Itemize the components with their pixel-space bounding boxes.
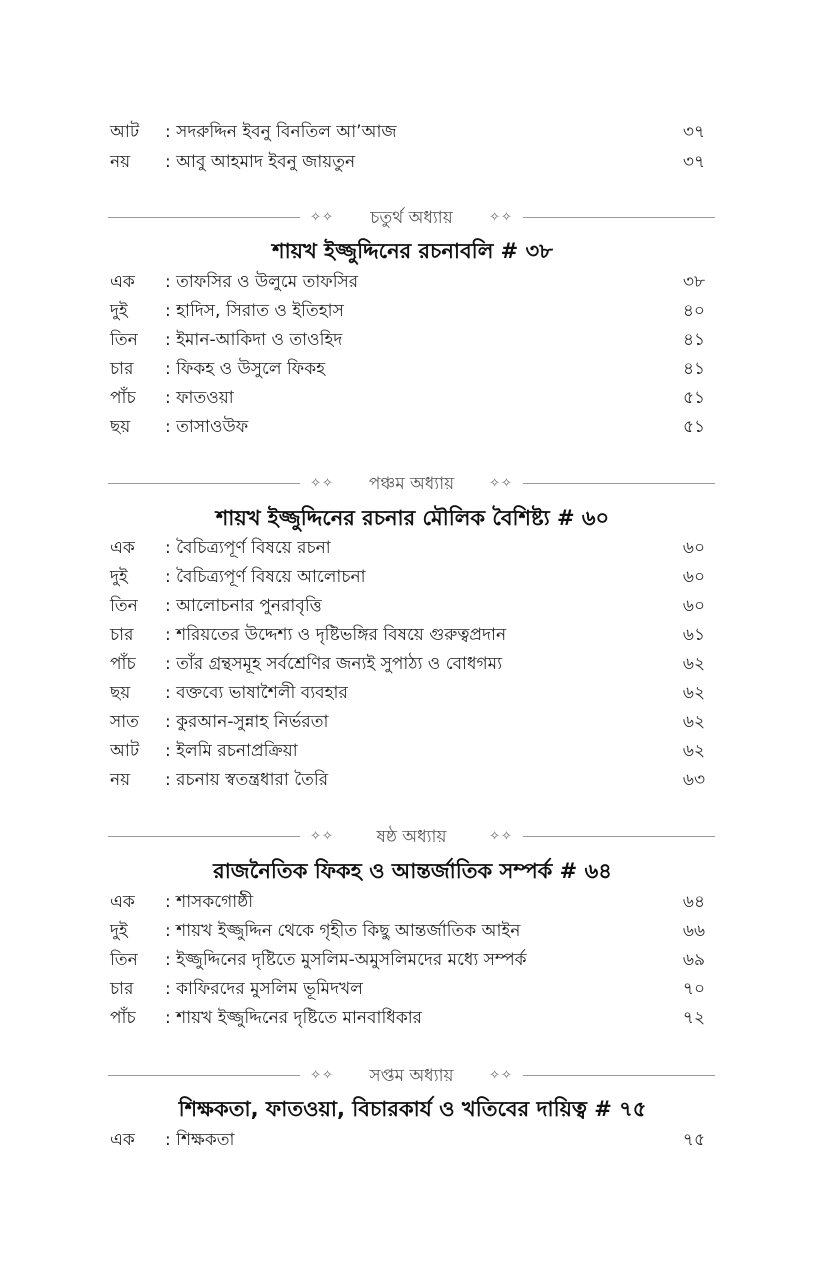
diamond-ornament-icon: ✧✧: [310, 210, 334, 225]
toc-entry: [110, 297, 705, 325]
toc-entry: [110, 708, 705, 736]
entry-title: : আবু আহমাদ ইবনু জায়তুন: [165, 152, 356, 172]
entry-page: ৬৩: [682, 770, 705, 790]
entry-number: আট: [110, 741, 140, 761]
entry-title: : হাদিস, সিরাত ও ইতিহাস: [165, 301, 344, 321]
entry-title: : ফাতওয়া: [165, 388, 234, 408]
entry-page: ৬২: [682, 654, 705, 674]
chapter-divider: [108, 1064, 715, 1088]
diamond-ornament-icon: ✧✧: [310, 476, 334, 491]
entry-page: ৪০: [682, 301, 705, 321]
entry-page: ৬০: [682, 538, 705, 558]
divider-rule: [108, 1075, 300, 1076]
entry-number: পাঁচ: [110, 1008, 136, 1028]
diamond-ornament-icon: ✧✧: [310, 1068, 334, 1083]
chapter-heading: শায়খ ইজ্জুদ্দিনের রচনার মৌলিক বৈশিষ্ট্য # ৬০: [215, 506, 610, 530]
entry-page: ৩৭: [682, 152, 705, 172]
entry-page: ৭৫: [682, 1130, 705, 1150]
entry-number: এক: [110, 272, 135, 292]
chapter-divider: [108, 206, 715, 230]
entry-title: : তাঁর গ্রন্থসমূহ সর্বশ্রেণির জন্যই সুপাঠ্য ও বোধগম্য: [165, 654, 503, 674]
entry-number: চার: [110, 979, 134, 999]
chapter-label: ষষ্ঠ অধ্যায়: [376, 827, 447, 847]
entry-number: নয়: [110, 770, 131, 790]
toc-entry: [110, 413, 705, 441]
chapter-heading: শায়খ ইজ্জুদ্দিনের রচনাবলি # ৩৮: [272, 239, 553, 263]
entry-number: ছয়: [110, 683, 131, 703]
entry-number: দুই: [110, 921, 128, 941]
entry-page: ৩৮: [682, 272, 705, 292]
chapter-divider: [108, 472, 715, 496]
entry-number: নয়: [110, 152, 131, 172]
entry-title: : রচনায় স্বতন্ত্রধারা তৈরি: [165, 770, 329, 790]
entry-page: ৩৭: [682, 122, 705, 142]
entry-number: এক: [110, 538, 135, 558]
entry-number: এক: [110, 1130, 135, 1150]
diamond-ornament-icon: ✧✧: [489, 476, 513, 491]
entry-title: : শায়খ ইজ্জুদ্দিন থেকে গৃহীত কিছু আন্তর্জাতিক আইন: [165, 921, 521, 941]
entry-title: : শরিয়তের উদ্দেশ্য ও দৃষ্টিভঙ্গির বিষয়ে গুরুত্বপ্রদান: [165, 625, 507, 645]
toc-entry: [110, 592, 705, 620]
toc-entry: [110, 975, 705, 1003]
toc-entry: [110, 679, 705, 707]
entry-page: ৬২: [682, 712, 705, 732]
entry-title: : বক্তব্যে ভাষাশৈলী ব্যবহার: [165, 683, 348, 703]
toc-entry: [110, 1126, 705, 1154]
toc-entry: [110, 946, 705, 974]
entry-page: ৫১: [682, 388, 705, 408]
divider-rule: [108, 836, 300, 837]
toc-entry: [110, 1004, 705, 1032]
entry-page: ৪১: [682, 330, 705, 350]
entry-page: ৭০: [682, 979, 705, 999]
divider-rule: [523, 483, 715, 484]
chapter-label: পঞ্চম অধ্যায়: [368, 474, 455, 494]
entry-page: ৬৬: [682, 921, 705, 941]
toc-entry: [110, 268, 705, 296]
entry-title: : ইমান-আকিদা ও তাওহিদ: [165, 330, 343, 350]
entry-title: : তাফসির ও উলুমে তাফসির: [165, 272, 359, 292]
entry-title: : ফিকহ ও উসুলে ফিকহ: [165, 359, 326, 379]
entry-page: ৬৪: [682, 892, 705, 912]
entry-title: : কাফিরদের মুসলিম ভূমিদখল: [165, 979, 363, 999]
entry-title: : শায়খ ইজ্জুদ্দিনের দৃষ্টিতে মানবাধিকার: [165, 1008, 423, 1028]
entry-page: ৫১: [682, 417, 705, 437]
entry-title: : ইলমি রচনাপ্রক্রিয়া: [165, 741, 298, 761]
toc-entry: [110, 148, 705, 176]
divider-rule: [108, 483, 300, 484]
chapter-label: চতুর্থ অধ্যায়: [370, 208, 453, 228]
entry-title: : শিক্ষকতা: [165, 1130, 235, 1150]
toc-entry: [110, 650, 705, 678]
toc-entry: [110, 118, 705, 146]
entry-title: : বৈচিত্র্যপূর্ণ বিষয়ে রচনা: [165, 538, 331, 558]
toc-entry: [110, 621, 705, 649]
entry-number: দুই: [110, 301, 128, 321]
chapter-heading: শিক্ষকতা, ফাতওয়া, বিচারকার্য ও খতিবের দায়িত্ব # ৭৫: [178, 1097, 647, 1121]
entry-number: দুই: [110, 567, 128, 587]
chapter-heading: রাজনৈতিক ফিকহ ও আন্তর্জাতিক সম্পর্ক # ৬৪: [213, 859, 612, 883]
entry-title: : বৈচিত্র্যপূর্ণ বিষয়ে আলোচনা: [165, 567, 366, 587]
entry-number: আট: [110, 122, 140, 142]
diamond-ornament-icon: ✧✧: [489, 829, 513, 844]
entry-number: সাত: [110, 712, 139, 732]
toc-entry: [110, 888, 705, 916]
entry-number: তিন: [110, 950, 138, 970]
entry-title: : কুরআন-সুন্নাহ নির্ভরতা: [165, 712, 329, 732]
divider-rule: [523, 1075, 715, 1076]
entry-number: তিন: [110, 330, 138, 350]
chapter-divider: [108, 825, 715, 849]
divider-rule: [523, 217, 715, 218]
entry-page: ৭২: [682, 1008, 705, 1028]
entry-page: ৬২: [682, 683, 705, 703]
entry-number: চার: [110, 359, 134, 379]
entry-page: ৬৯: [682, 950, 705, 970]
diamond-ornament-icon: ✧✧: [489, 1068, 513, 1083]
entry-title: : আলোচনার পুনরাবৃত্তি: [165, 596, 322, 616]
diamond-ornament-icon: ✧✧: [489, 210, 513, 225]
entry-number: তিন: [110, 596, 138, 616]
divider-rule: [523, 836, 715, 837]
entry-title: : ইজ্জুদ্দিনের দৃষ্টিতে মুসলিম-অমুসলিমদের মধ্যে সম্পর্ক: [165, 950, 527, 970]
entry-page: ৬০: [682, 567, 705, 587]
divider-rule: [108, 217, 300, 218]
entry-page: ৬২: [682, 741, 705, 761]
toc-entry: [110, 384, 705, 412]
entry-page: ৪১: [682, 359, 705, 379]
entry-page: ৬১: [682, 625, 705, 645]
toc-entry: [110, 737, 705, 765]
toc-entry: [110, 563, 705, 591]
entry-title: : তাসাওউফ: [165, 417, 249, 437]
entry-number: পাঁচ: [110, 388, 136, 408]
toc-entry: [110, 766, 705, 794]
chapter-label: সপ্তম অধ্যায়: [369, 1066, 454, 1086]
entry-page: ৬০: [682, 596, 705, 616]
toc-entry: [110, 326, 705, 354]
toc-entry: [110, 917, 705, 945]
entry-number: চার: [110, 625, 134, 645]
diamond-ornament-icon: ✧✧: [310, 829, 334, 844]
entry-title: : সদরুদ্দিন ইবনু বিনতিল আ’আজ: [165, 122, 397, 142]
toc-entry: [110, 355, 705, 383]
entry-title: : শাসকগোষ্ঠী: [165, 892, 254, 912]
entry-number: এক: [110, 892, 135, 912]
entry-number: ছয়: [110, 417, 131, 437]
toc-entry: [110, 534, 705, 562]
entry-number: পাঁচ: [110, 654, 136, 674]
